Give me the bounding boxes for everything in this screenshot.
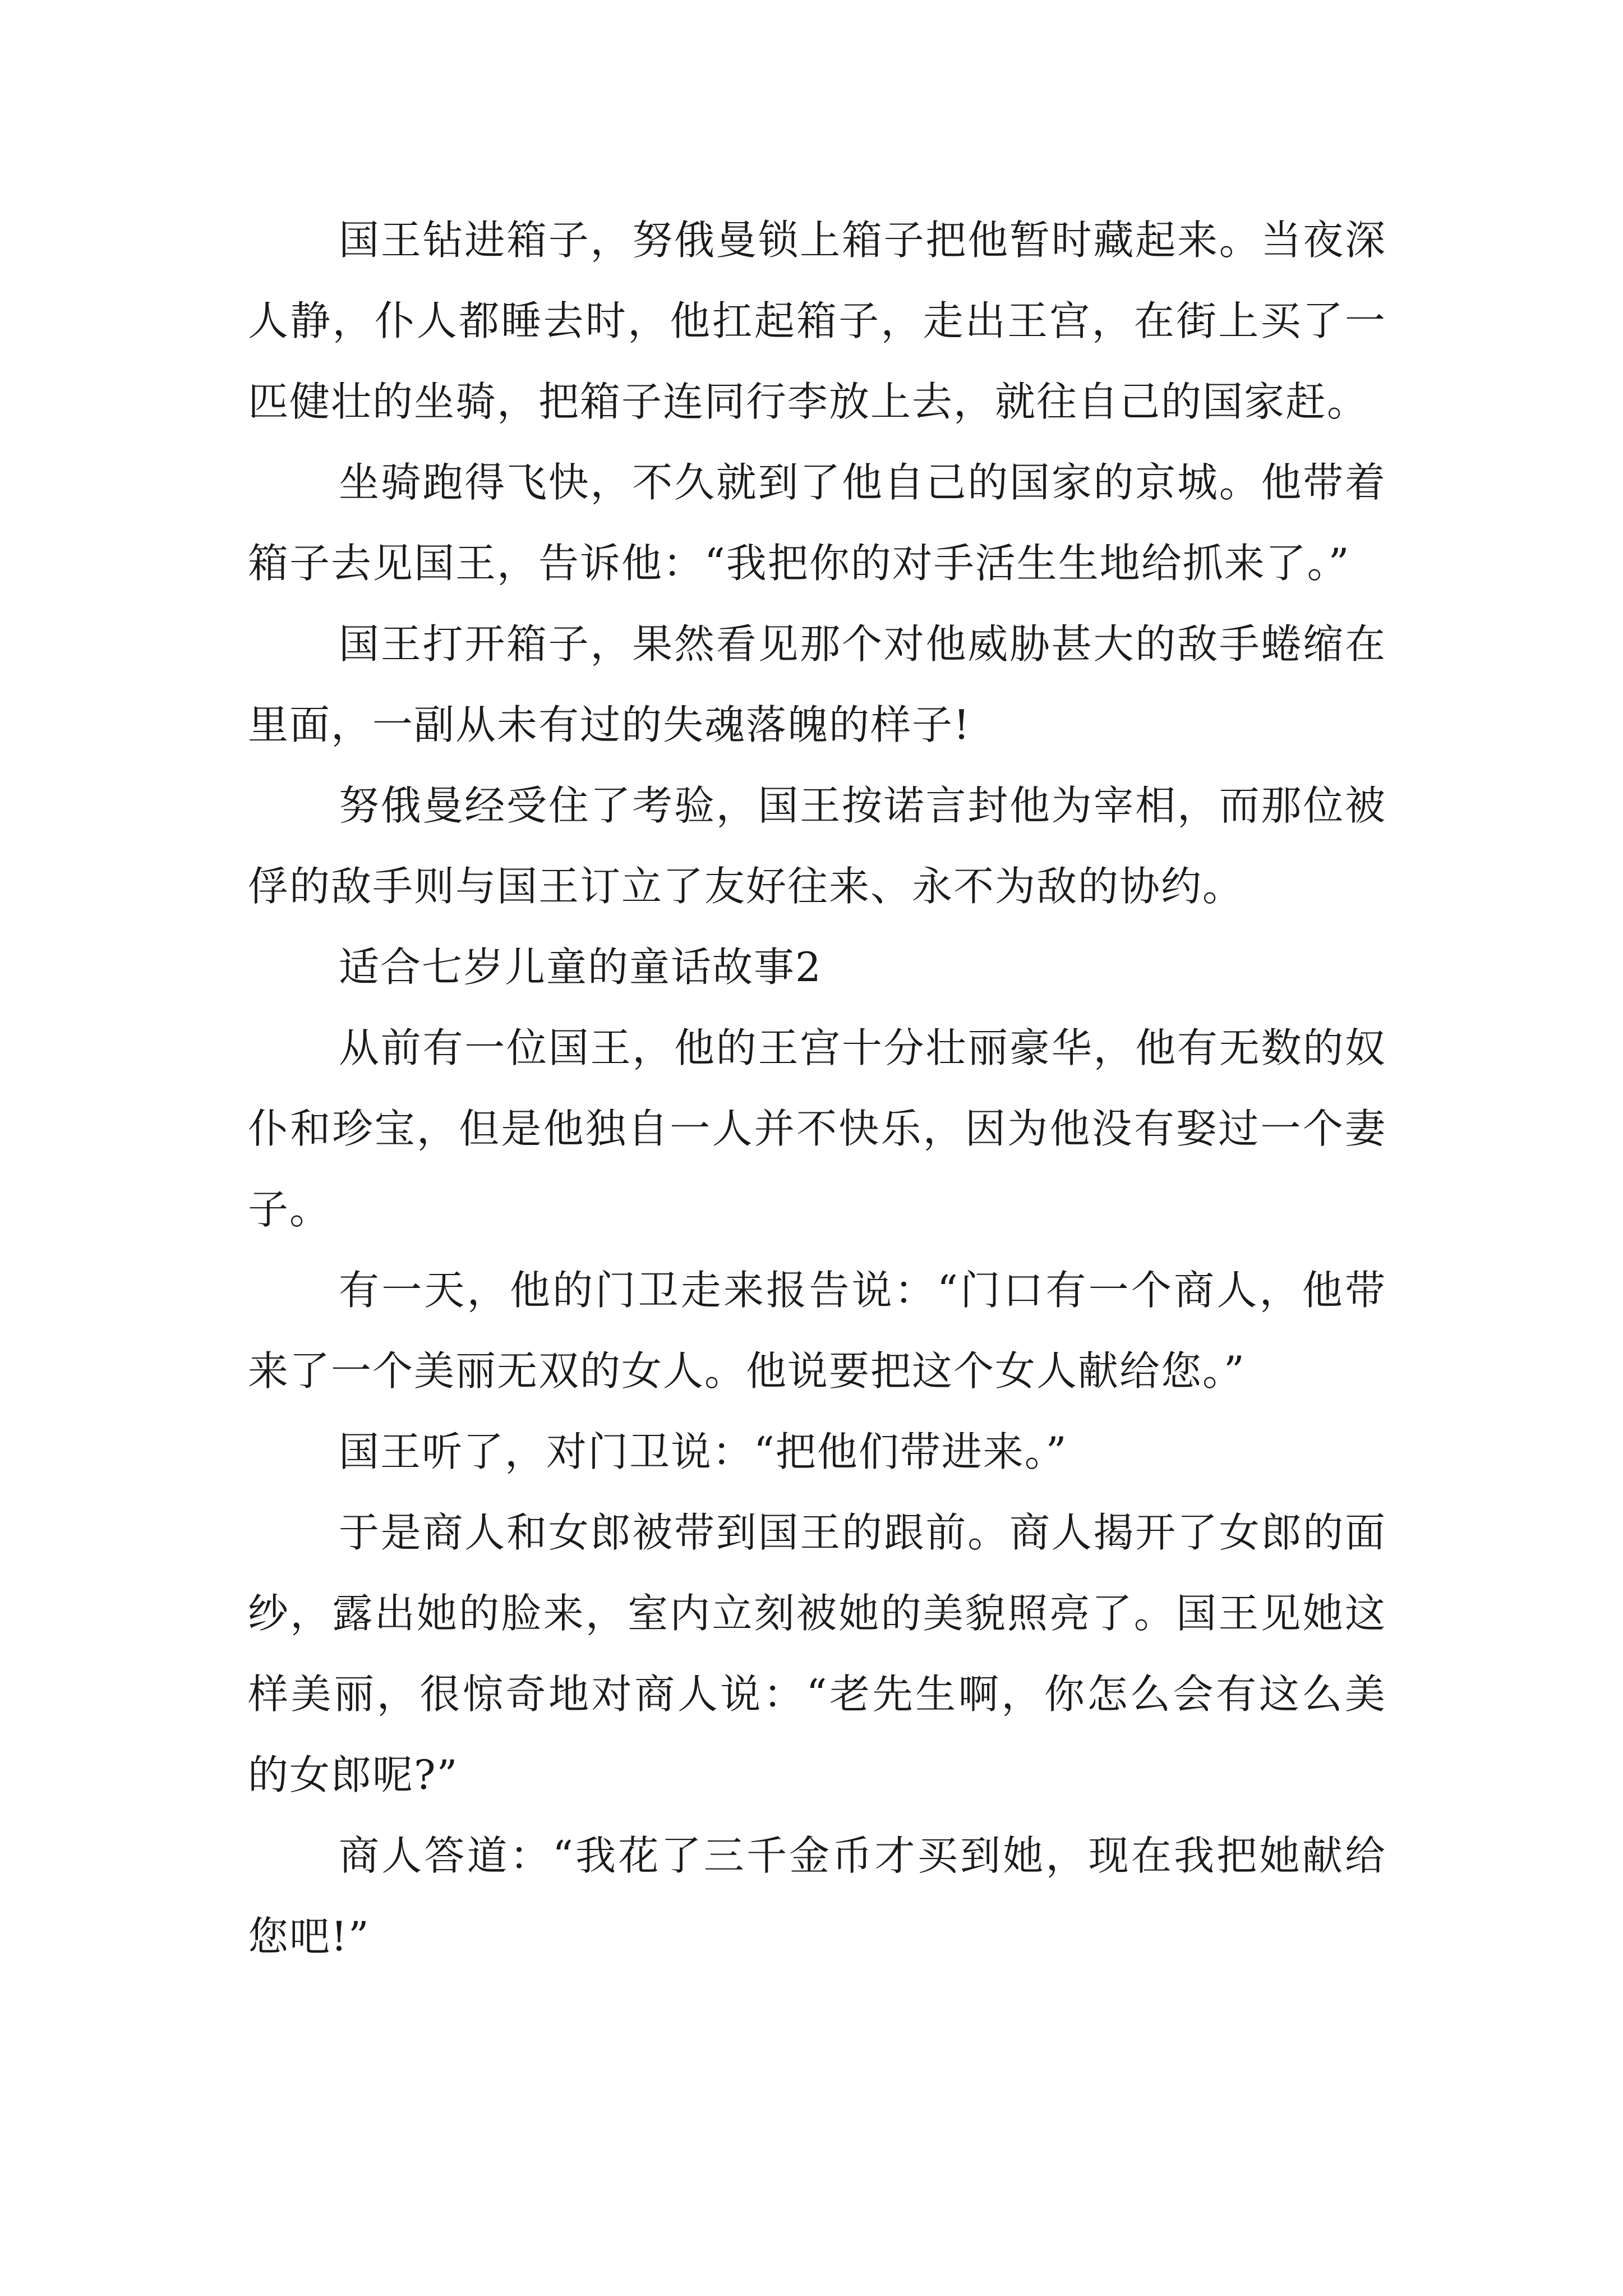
paragraph-1: 国王钻进箱子，努俄曼锁上箱子把他暂时藏起来。当夜深人静，仆人都睡去时，他扛起箱子，走出王宫，在街上买了一匹健壮的坐骑，把箱子连同行李放上去，就往自己的国家赶。 <box>248 217 1386 425</box>
paragraph-2: 坐骑跑得飞快，不久就到了他自己的国家的京城。他带着箱子去见国王，告诉他：“我把你的对手活生生地给抓来了。” <box>248 459 1386 587</box>
section-heading: 适合七岁儿童的童话故事2 <box>339 944 822 991</box>
paragraph-4: 努俄曼经受住了考验，国王按诺言封他为宰相，而那位被俘的敌手则与国王订立了友好往来、永不为敌的协约。 <box>248 782 1386 910</box>
paragraph-9: 商人答道：“我花了三千金币才买到她，现在我把她献给您吧!” <box>248 1832 1386 1960</box>
paragraph-5: 从前有一位国王，他的王宫十分壮丽豪华，他有无数的奴仆和珍宝，但是他独自一人并不快乐，因为他没有娶过一个妻子。 <box>248 1024 1386 1233</box>
paragraph-8: 于是商人和女郎被带到国王的跟前。商人揭开了女郎的面纱，露出她的脸来，室内立刻被她的美貌照亮了。国王见她这样美丽，很惊奇地对商人说：“老先生啊，你怎么会有这么美的女郎呢?” <box>248 1509 1386 1798</box>
paragraph-7: 国王听了，对门卫说：“把他们带进来。” <box>339 1428 1068 1475</box>
paragraph-3: 国王打开箱子，果然看见那个对他威胁甚大的敌手蜷缩在里面，一副从未有过的失魂落魄的样子! <box>248 620 1386 748</box>
paragraph-6: 有一天，他的门卫走来报告说：“门口有一个商人，他带来了一个美丽无双的女人。他说要把这个女人献给您。” <box>248 1267 1386 1395</box>
document-body <box>248 200 1386 1977</box>
